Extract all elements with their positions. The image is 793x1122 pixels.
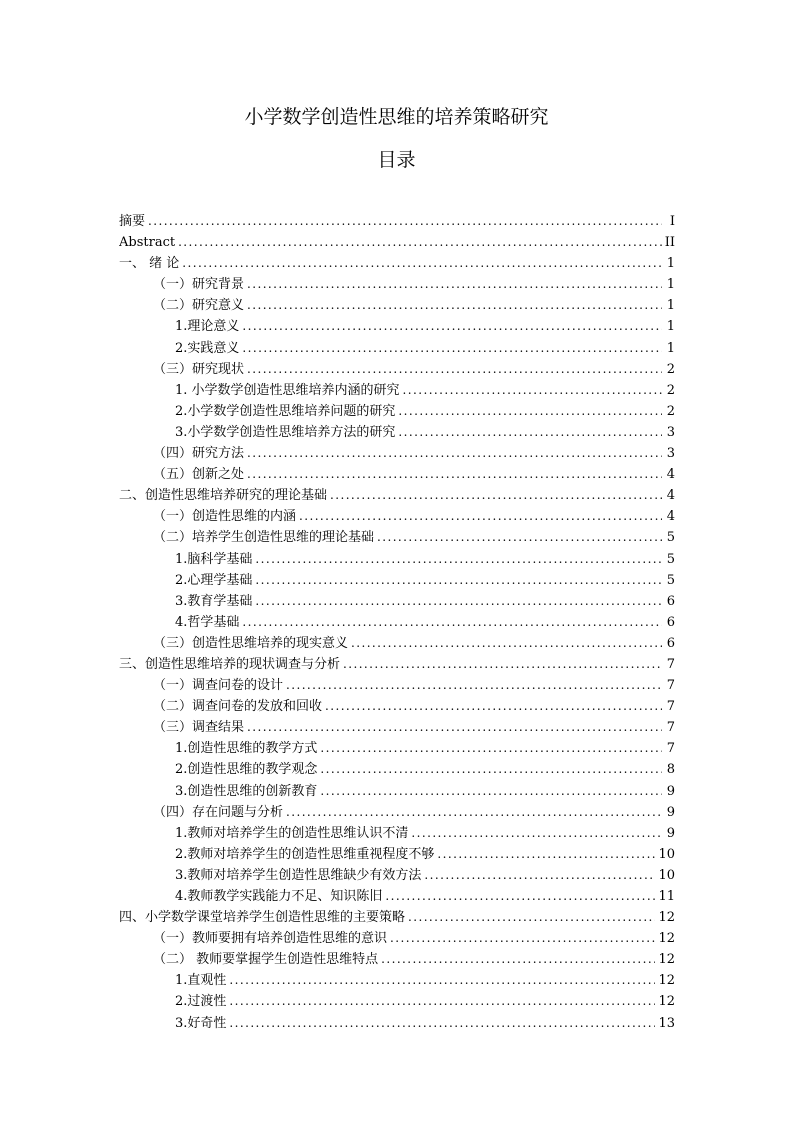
- toc-entry-page: 10: [658, 846, 675, 862]
- toc-dot-leader: [299, 506, 662, 527]
- toc-entry-title: 2.小学数学创造性思维培养问题的研究: [175, 403, 396, 419]
- toc-entry[interactable]: [119, 549, 675, 570]
- toc-entry-page: 12: [658, 910, 675, 926]
- toc-entry-title: （一）教师要拥有培养创造性思维的意识: [153, 931, 388, 947]
- toc-entry-title: 1.创造性思维的教学方式: [175, 741, 318, 757]
- toc-entry-page: II: [664, 235, 675, 251]
- toc-entry-title: 4.教师教学实践能力不足、知识陈旧: [175, 889, 383, 904]
- toc-entry-title: （四）存在问题与分析: [153, 804, 284, 820]
- toc-dot-leader: [242, 316, 662, 337]
- toc-entry-page: 10: [658, 867, 675, 883]
- toc-dot-leader: [330, 485, 662, 506]
- toc-heading: 目录: [377, 149, 416, 171]
- toc-dot-leader: [229, 1013, 655, 1034]
- toc-entry-page: 1: [666, 277, 675, 293]
- toc-entry-title: 1.理论意义: [175, 319, 240, 335]
- toc-entry[interactable]: [119, 949, 675, 970]
- toc-entry-page: 2: [666, 361, 675, 377]
- toc-entry-title: 4.哲学基础: [175, 614, 240, 630]
- toc-entry-page: 4: [666, 509, 675, 525]
- toc-dot-leader: [325, 696, 662, 717]
- toc-entry[interactable]: [119, 738, 675, 759]
- toc-entry[interactable]: [119, 696, 675, 717]
- toc-dot-leader: [320, 781, 662, 802]
- toc-entry[interactable]: [119, 907, 675, 928]
- toc-entry[interactable]: [119, 844, 675, 865]
- toc-entry-title: （五）创新之处: [153, 467, 245, 483]
- toc-entry-page: 7: [666, 741, 675, 757]
- toc-entry-title: （四）研究方法: [153, 446, 245, 462]
- toc-entry-page: 1: [666, 256, 675, 272]
- toc-entry-title: 2.心理学基础: [175, 572, 253, 588]
- toc-entry-page: 12: [658, 931, 675, 947]
- toc-entry-title: 三、创造性思维培养的现状调查与分析: [119, 656, 341, 672]
- toc-entry[interactable]: [119, 316, 675, 337]
- toc-entry-page: 1: [666, 319, 675, 335]
- toc-entry-page: 9: [666, 804, 675, 820]
- toc-entry-title: （三）创造性思维培养的现实意义: [153, 635, 349, 651]
- toc-dot-leader: [351, 633, 662, 654]
- toc-entry-title: 一、 绪 论: [119, 256, 180, 272]
- table-of-contents: [119, 211, 675, 1034]
- toc-entry-page: 2: [666, 403, 675, 419]
- toc-entry[interactable]: [119, 1013, 675, 1034]
- toc-entry[interactable]: [119, 274, 675, 295]
- toc-entry[interactable]: [119, 422, 675, 443]
- toc-entry[interactable]: [119, 970, 675, 991]
- toc-entry-page: 3: [666, 424, 675, 440]
- toc-entry[interactable]: [119, 802, 675, 823]
- toc-entry-title: （一）调查问卷的设计: [153, 678, 284, 694]
- toc-dot-leader: [286, 802, 662, 823]
- toc-dot-leader: [398, 401, 662, 422]
- toc-dot-leader: [411, 823, 662, 844]
- toc-dot-leader: [403, 380, 662, 401]
- toc-dot-leader: [255, 549, 662, 570]
- toc-dot-leader: [424, 865, 655, 886]
- toc-entry-page: 4: [666, 467, 675, 483]
- toc-entry-title: 2.教师对培养学生的创造性思维重视程度不够: [175, 846, 435, 862]
- toc-entry-title: （一）创造性思维的内涵: [153, 509, 297, 525]
- toc-entry-title: （三）研究现状: [153, 361, 245, 377]
- toc-entry[interactable]: [119, 717, 675, 738]
- toc-entry[interactable]: [119, 675, 675, 696]
- toc-dot-leader: [377, 527, 662, 548]
- toc-entry-page: 7: [666, 678, 675, 694]
- toc-entry-title: 1.直观性: [175, 973, 227, 989]
- toc-entry-page: 11: [658, 889, 675, 904]
- toc-entry-title: 2.创造性思维的教学观念: [175, 762, 318, 778]
- toc-dot-leader: [247, 717, 662, 738]
- toc-entry[interactable]: [119, 211, 675, 232]
- toc-entry-title: （二） 教师要掌握学生创造性思维特点: [153, 952, 379, 968]
- toc-entry-page: 5: [666, 551, 675, 567]
- toc-entry-page: 1: [666, 340, 675, 356]
- toc-entry-page: 12: [658, 952, 675, 968]
- toc-entry-title: （二）调查问卷的发放和回收: [153, 699, 323, 715]
- toc-entry-page: 3: [666, 446, 675, 462]
- toc-entry-page: 5: [666, 572, 675, 588]
- toc-entry-page: I: [669, 214, 675, 229]
- toc-dot-leader: [398, 422, 662, 443]
- toc-entry-page: 7: [666, 720, 675, 736]
- toc-dot-leader: [242, 612, 662, 633]
- toc-entry-page: 8: [666, 762, 675, 778]
- toc-entry[interactable]: [119, 359, 675, 380]
- toc-entry[interactable]: [119, 823, 675, 844]
- toc-entry[interactable]: [119, 991, 675, 1012]
- toc-entry-title: 3.好奇性: [175, 1015, 227, 1031]
- toc-entry-title: 1.教师对培养学生的创造性思维认识不清: [175, 825, 409, 841]
- toc-entry[interactable]: [119, 253, 675, 274]
- toc-entry-title: Abstract: [119, 235, 176, 251]
- toc-entry-title: （二）培养学生创造性思维的理论基础: [153, 530, 375, 546]
- toc-entry-title: （三）调查结果: [153, 720, 245, 736]
- toc-dot-leader: [390, 928, 655, 949]
- toc-entry-title: 摘要: [119, 214, 146, 229]
- toc-dot-leader: [343, 654, 662, 675]
- toc-entry[interactable]: [119, 759, 675, 780]
- toc-entry-page: 9: [666, 825, 675, 841]
- toc-entry-title: 1. 小学数学创造性思维培养内涵的研究: [175, 382, 400, 398]
- toc-dot-leader: [178, 232, 662, 253]
- toc-entry[interactable]: [119, 485, 675, 506]
- toc-dot-leader: [255, 570, 662, 591]
- toc-entry-title: （二）研究意义: [153, 298, 245, 314]
- toc-entry[interactable]: [119, 865, 675, 886]
- toc-entry[interactable]: [119, 591, 675, 612]
- document-title: 小学数学创造性思维的培养策略研究: [244, 106, 549, 128]
- toc-entry-title: 1.脑科学基础: [175, 551, 253, 567]
- toc-dot-leader: [381, 949, 655, 970]
- toc-entry[interactable]: [119, 781, 675, 802]
- toc-entry[interactable]: [119, 338, 675, 359]
- toc-entry[interactable]: [119, 633, 675, 654]
- toc-entry-title: （一）研究背景: [153, 277, 245, 293]
- toc-entry-title: 2.实践意义: [175, 340, 240, 356]
- toc-entry-page: 6: [666, 614, 675, 630]
- toc-entry-page: 5: [666, 530, 675, 546]
- toc-entry-page: 4: [666, 488, 675, 504]
- toc-entry-title: 3.创造性思维的创新教育: [175, 783, 318, 799]
- toc-dot-leader: [408, 907, 655, 928]
- toc-entry-page: 1: [666, 298, 675, 314]
- toc-dot-leader: [385, 886, 655, 907]
- toc-dot-leader: [286, 675, 662, 696]
- toc-entry[interactable]: [119, 527, 675, 548]
- toc-dot-leader: [320, 759, 662, 780]
- toc-entry-page: 7: [666, 699, 675, 715]
- toc-dot-leader: [242, 338, 662, 359]
- toc-entry-title: 3.教师对培养学生创造性思维缺少有效方法: [175, 867, 422, 883]
- toc-entry-title: 3.小学数学创造性思维培养方法的研究: [175, 424, 396, 440]
- toc-entry-page: 6: [666, 593, 675, 609]
- toc-entry[interactable]: [119, 654, 675, 675]
- toc-entry-page: 6: [666, 635, 675, 651]
- toc-entry-page: 13: [658, 1015, 675, 1031]
- toc-entry-page: 9: [666, 783, 675, 799]
- toc-entry[interactable]: [119, 570, 675, 591]
- toc-dot-leader: [247, 274, 662, 295]
- toc-entry[interactable]: [119, 464, 675, 485]
- toc-entry-title: 二、创造性思维培养研究的理论基础: [119, 488, 328, 504]
- toc-entry[interactable]: [119, 443, 675, 464]
- toc-entry-page: 12: [658, 994, 675, 1010]
- toc-dot-leader: [247, 295, 662, 316]
- toc-entry[interactable]: [119, 928, 675, 949]
- toc-dot-leader: [229, 991, 655, 1012]
- toc-dot-leader: [182, 253, 662, 274]
- toc-dot-leader: [437, 844, 655, 865]
- toc-entry[interactable]: [119, 886, 675, 907]
- toc-entry-title: 2.过渡性: [175, 994, 227, 1010]
- toc-entry[interactable]: [119, 295, 675, 316]
- toc-entry[interactable]: [119, 401, 675, 422]
- toc-dot-leader: [255, 591, 662, 612]
- toc-dot-leader: [247, 443, 662, 464]
- toc-entry[interactable]: [119, 232, 675, 253]
- toc-dot-leader: [320, 738, 662, 759]
- toc-entry-page: 7: [666, 656, 675, 672]
- toc-entry[interactable]: [119, 506, 675, 527]
- toc-entry-page: 12: [658, 973, 675, 989]
- toc-entry[interactable]: [119, 612, 675, 633]
- toc-dot-leader: [229, 970, 655, 991]
- toc-dot-leader: [148, 211, 662, 232]
- toc-entry-page: 2: [666, 382, 675, 398]
- toc-entry[interactable]: [119, 380, 675, 401]
- toc-entry-title: 四、小学数学课堂培养学生创造性思维的主要策略: [119, 910, 406, 926]
- toc-entry-title: 3.教育学基础: [175, 593, 253, 609]
- toc-dot-leader: [247, 359, 662, 380]
- toc-dot-leader: [247, 464, 662, 485]
